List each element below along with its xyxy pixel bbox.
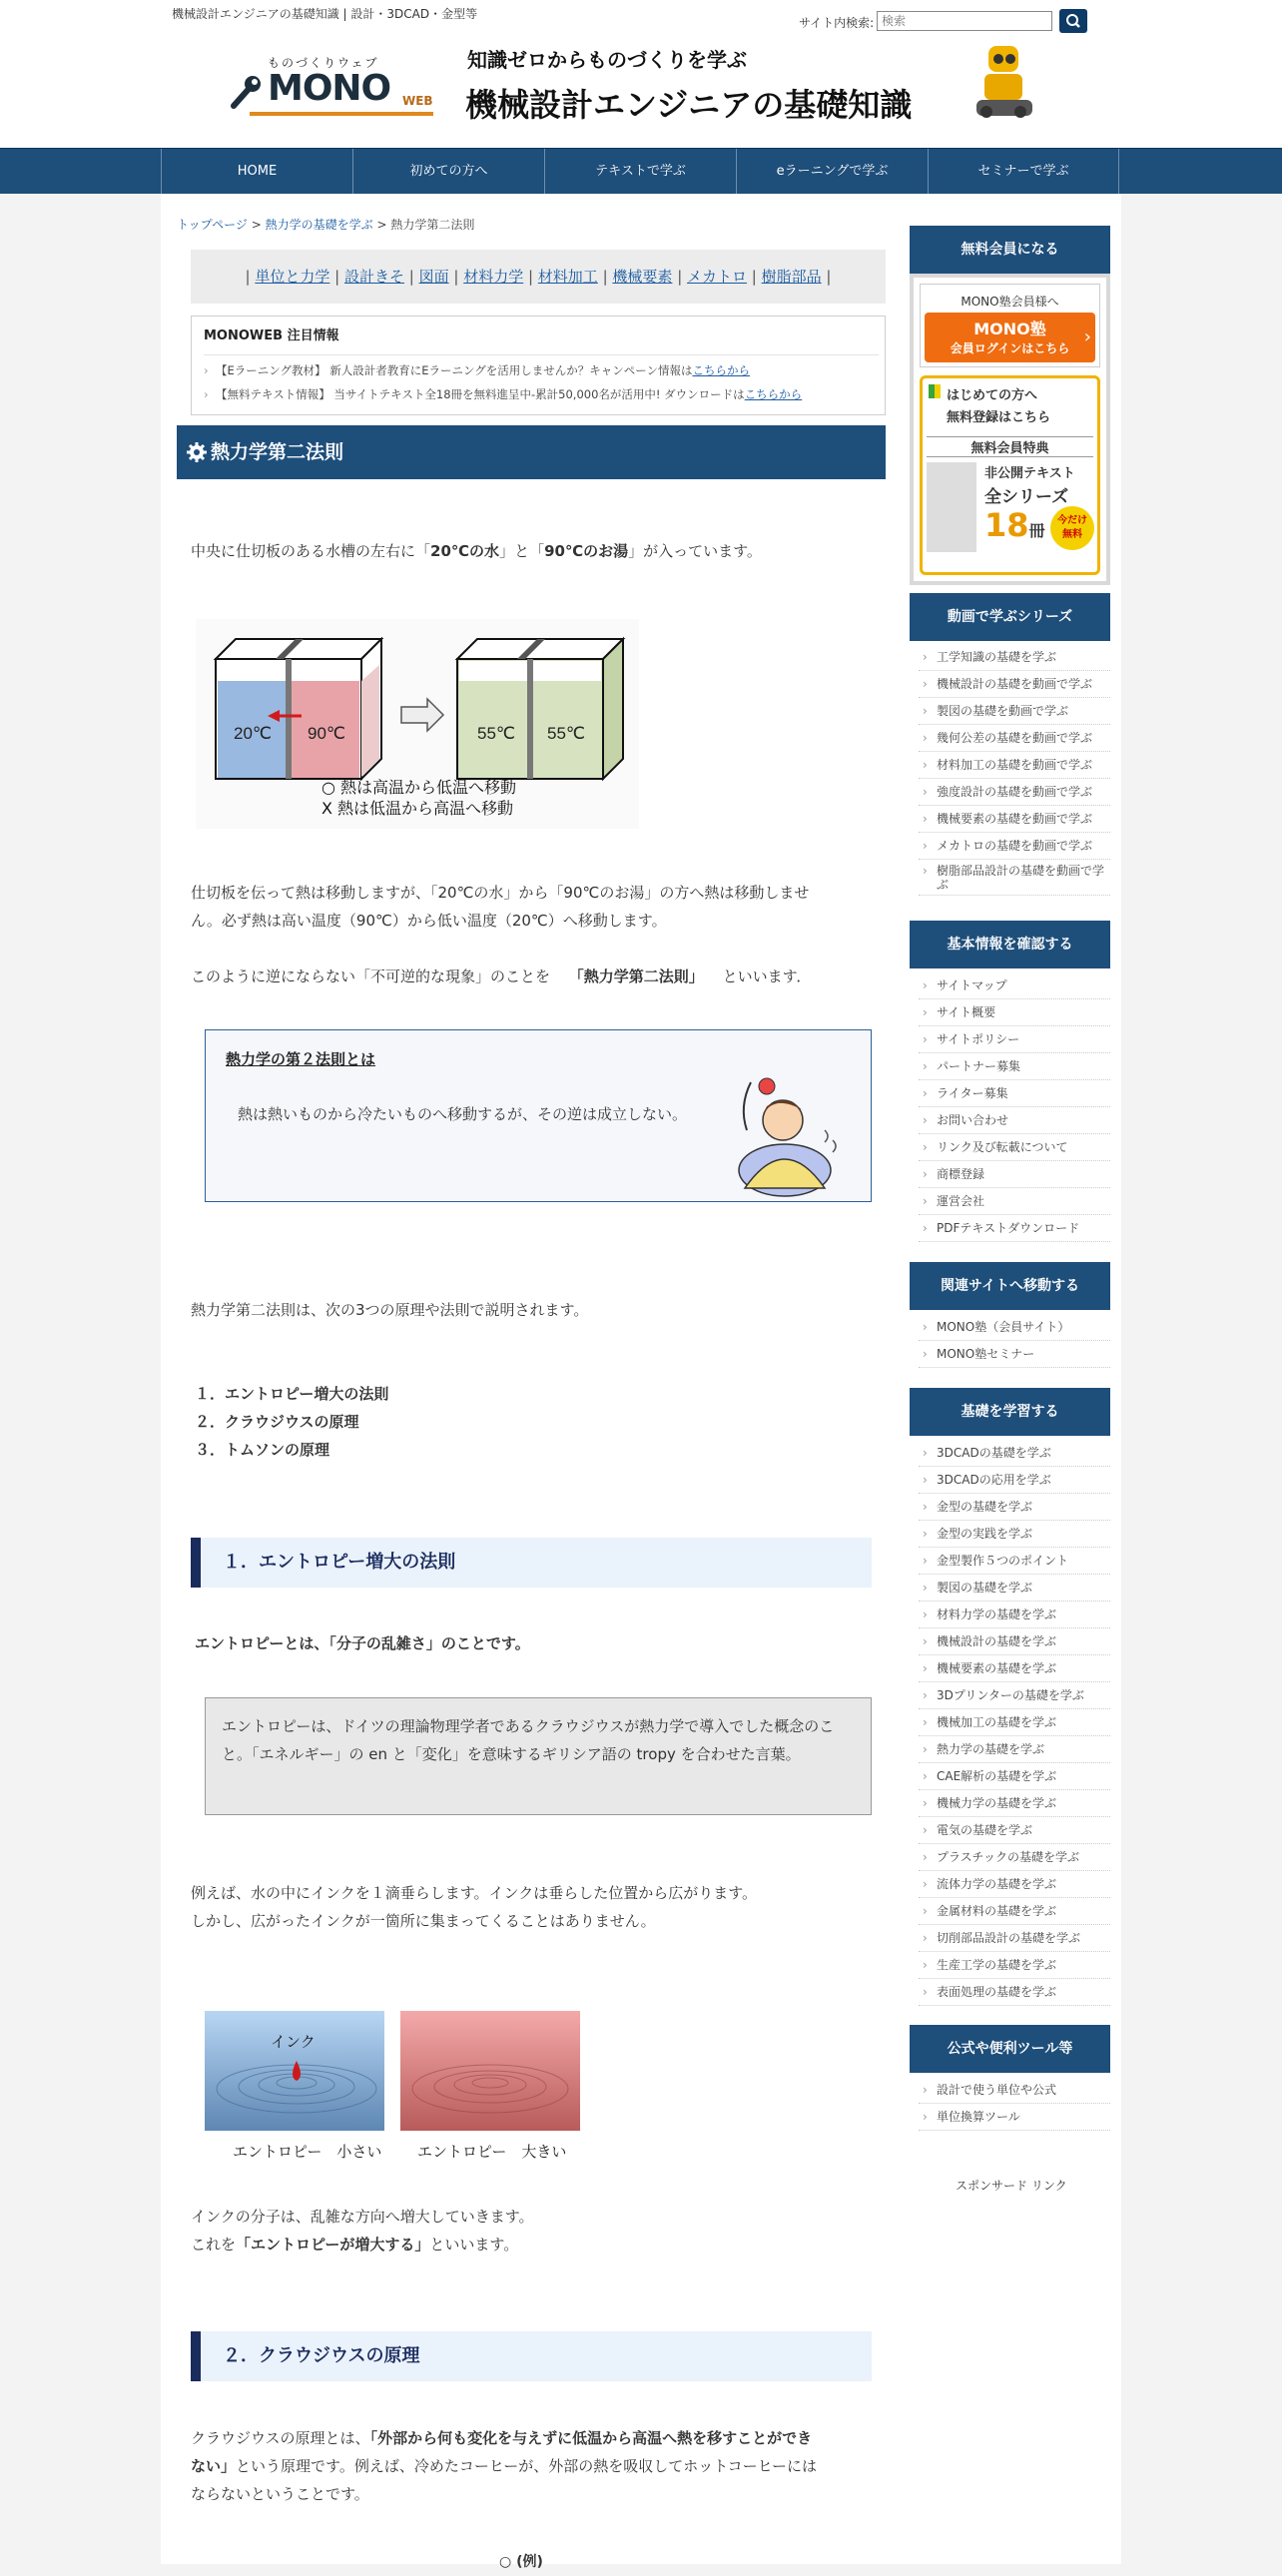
sidebar-link[interactable]: › プラスチックの基礎を学ぶ (919, 1844, 1110, 1871)
text-count-number: 18 (984, 506, 1029, 544)
notice-title: MONOWEB 注目情報 (204, 328, 339, 343)
sidebar-link[interactable]: › サイト概要 (919, 999, 1110, 1026)
sidebar-link[interactable]: › 機械要素の基礎を学ぶ (919, 1655, 1110, 1682)
sidebar-link[interactable]: › サイトマップ (919, 972, 1110, 999)
temp-label: 55℃ (477, 724, 516, 743)
sidebar-link[interactable]: › 3Dプリンターの基礎を学ぶ (919, 1682, 1110, 1709)
badge-text: 今だけ (1057, 515, 1087, 526)
section-heading: ２．クラウジウスの原理 (191, 2331, 872, 2381)
text: ん。必ず熱は高い温度（90℃）から低い温度（20℃）へ移動します。 (191, 912, 667, 930)
text: 仕切板を伝って熱は移動しますが、「20℃の水」から「90℃のお湯」の方へ熱は移動しませ (191, 884, 810, 902)
site-tagline: 機械設計エンジニアの基礎知識 | 設計・3DCAD・金型等 (172, 7, 478, 21)
logo-mono: MONO (268, 68, 391, 109)
ink-label: インク (271, 2033, 316, 2051)
caption-large-entropy: エントロピー 大きい (417, 2143, 567, 2161)
entropy-definition-box: エントロピーは、ドイツの理論物理学者であるクラウジウスが熱力学で導入でした概念のこと。「エネルギー」の en と「変化」を意味するギリシア語の tropy を合わせた言葉。 (205, 1697, 872, 1815)
wrench-icon (226, 72, 264, 112)
search-button[interactable] (1059, 9, 1087, 33)
caption-small-entropy: エントロピー 小さい (233, 2143, 382, 2161)
definition-text: 熱は熱いものから冷たいものへ移動するが、その逆は成立しない。 (238, 1105, 688, 1123)
article-title-text: 熱力学第二法則 (211, 441, 344, 463)
search-input[interactable] (877, 11, 1052, 31)
basic-heading: 基本情報を確認する (910, 921, 1110, 968)
cat-link[interactable]: 材料力学 (463, 268, 524, 286)
list-item: ３．トムソンの原理 (195, 1441, 330, 1459)
perk-label: 無料会員特典 (927, 436, 1093, 457)
text: クラウジウスの原理とは、 (191, 2429, 370, 2447)
robot-mascot-icon (968, 42, 1038, 122)
sidebar-link[interactable]: › リンク及び転載について (919, 1134, 1110, 1161)
free-badge (1050, 506, 1094, 550)
sidebar-link[interactable]: › 強度設計の基礎を動画で学ぶ (919, 779, 1110, 806)
cat-link[interactable]: 図面 (418, 268, 449, 286)
tools-heading: 公式や便利ツール等 (910, 2025, 1110, 2073)
text-count-unit: 冊 (1028, 521, 1045, 540)
sidebar-link[interactable]: › 金型の実践を学ぶ (919, 1521, 1110, 1548)
sponsor-label: スポンサード リンク (956, 2179, 1067, 2193)
breadcrumb-parent[interactable]: 熱力学の基礎を学ぶ (265, 218, 373, 232)
text: 」が入っています。 (628, 542, 762, 560)
text: という原理です。例えば、冷めたコーヒーが、外部の熱を吸収してホットコーヒーには (236, 2457, 818, 2475)
nav-elearning[interactable]: eラーニングで学ぶ (736, 149, 928, 195)
sidebar-link[interactable]: › 熱力学の基礎を学ぶ (919, 1736, 1110, 1763)
learn-heading: 基礎を学習する (910, 1388, 1110, 1436)
notice-text: 【無料テキスト情報】 当サイトテキスト全18冊を無料進呈中-累計50,000名が活用中! ダウンロードは (216, 387, 745, 401)
sidebar-link[interactable]: › 材料力学の基礎を学ぶ (919, 1602, 1110, 1628)
logo-underline (250, 112, 433, 116)
header-subtitle: 知識ゼロからものづくりを学ぶ (467, 48, 747, 72)
sidebar-link[interactable]: › 機械要素の基礎を動画で学ぶ (919, 806, 1110, 833)
beginner-mark-icon (929, 384, 941, 398)
definition-box (205, 1029, 872, 1202)
cat-link[interactable]: メカトロ (687, 268, 748, 286)
sidebar-link[interactable]: › 機械設計の基礎を学ぶ (919, 1628, 1110, 1655)
notice-box (191, 316, 886, 415)
heat-transfer-figure (196, 619, 639, 829)
sidebar-link[interactable]: › 生産工学の基礎を学ぶ (919, 1952, 1110, 1979)
sidebar-link[interactable]: › 商標登録 (919, 1161, 1110, 1188)
breadcrumb-current: 熱力学第二法則 (390, 218, 475, 232)
member-login-text: 会員ログインはこちら (950, 341, 1070, 355)
principle-list (195, 1380, 388, 1464)
cat-link[interactable]: 単位と力学 (255, 268, 330, 286)
text-series-label-2: 全シリーズ (984, 487, 1069, 507)
notice-link[interactable]: こちらから (744, 387, 803, 401)
sidebar-link[interactable]: › 機械設計の基礎を動画で学ぶ (919, 671, 1110, 698)
text: しかし、広がったインクが一箇所に集まってくることはありません。 (191, 1912, 656, 1930)
member-logo: MONO塾 (973, 320, 1046, 338)
sidebar-link[interactable]: › CAE解析の基礎を学ぶ (919, 1763, 1110, 1790)
text: インクの分子は、乱雑な方向へ増大していきます。 (191, 2208, 534, 2226)
sidebar-link[interactable]: › 電気の基礎を学ぶ (919, 1817, 1110, 1844)
text-bold: ない」 (191, 2457, 237, 2475)
text-bold: 90℃のお湯 (544, 542, 629, 560)
temp-label: 90℃ (308, 724, 346, 743)
sweating-person-illustration (715, 1070, 855, 1198)
logo-web: WEB (402, 94, 433, 108)
related-heading: 関連サイトへ移動する (910, 1262, 1110, 1310)
cat-link[interactable]: 設計きそ (343, 268, 404, 286)
category-links: | 単位と力学 | 設計きそ | 図面 | 材料力学 | 材料加工 | 機械要素 | メカトロ | 樹脂部品 | (191, 250, 886, 304)
text-bold: 「外部から何も変化を与えずに低温から高温へ熱を移すことができ (369, 2429, 813, 2447)
text: 中央に仕切板のある水槽の左右に「 (191, 542, 431, 560)
nav-first-time[interactable]: 初めての方へ (352, 149, 544, 195)
paragraph: 熱力学第二法則は、次の3つの原理や法則で説明されます。 (191, 1301, 589, 1319)
cat-link[interactable]: 機械要素 (612, 268, 673, 286)
member-login-card[interactable] (920, 284, 1100, 367)
notice-item (204, 379, 879, 409)
sidebar-link[interactable]: › 流体力学の基礎を学ぶ (919, 1871, 1110, 1898)
sidebar-link[interactable]: › 金型の基礎を学ぶ (919, 1494, 1110, 1521)
paragraph (191, 2203, 534, 2258)
notice-text: 【Eラーニング教材】 新人設計者教育にEラーニングを活用しませんか？キャンペーン情報は (216, 363, 693, 377)
sidebar-link[interactable]: › ライター募集 (919, 1080, 1110, 1107)
video-heading: 動画で学ぶシリーズ (910, 593, 1110, 641)
temp-label: 20℃ (234, 724, 273, 743)
sidebar-link[interactable]: › 単位換算ツール (919, 2104, 1110, 2131)
chevron-right-icon: › (1083, 326, 1091, 347)
sidebar-link[interactable]: › 製図の基礎を動画で学ぶ (919, 698, 1110, 725)
text: ならないということです。 (191, 2485, 369, 2503)
rule-correct: ○ 熱は高温から低温へ移動 (321, 778, 517, 797)
tank-diagram (196, 619, 639, 829)
first-time-label: はじめての方へ (947, 388, 1038, 403)
cat-link[interactable]: 樹脂部品 (761, 268, 822, 286)
sidebar-link[interactable]: › 機械加工の基礎を学ぶ (919, 1709, 1110, 1736)
entropy-lead: エントロピーとは、「分子の乱雑さ」のことです。 (195, 1634, 530, 1652)
text-thumbnail (927, 462, 976, 552)
text-bold: 20℃の水 (430, 542, 500, 560)
text: といいます。 (429, 2236, 519, 2254)
text-count (984, 506, 1045, 544)
sidebar-link[interactable]: › 樹脂部品設計の基礎を動画で学ぶ (919, 860, 1110, 896)
member-label: MONO塾会員様へ (961, 295, 1059, 309)
next-figure-title: ○ (例) (499, 2554, 543, 2570)
sidebar-link[interactable]: › サイトポリシー (919, 1026, 1110, 1053)
main-nav (0, 148, 1282, 194)
sidebar-link[interactable]: › 機械力学の基礎を学ぶ (919, 1790, 1110, 1817)
nav-text[interactable]: テキストで学ぶ (544, 149, 736, 195)
paragraph (191, 963, 811, 990)
nav-home[interactable]: HOME (161, 149, 352, 195)
sidebar-link[interactable]: › 表面処理の基礎を学ぶ (919, 1979, 1110, 2006)
sidebar-link[interactable]: › MONO塾セミナー (919, 1341, 1110, 1368)
breadcrumb-home[interactable]: トップページ (177, 218, 248, 232)
temp-label: 55℃ (547, 724, 586, 743)
sidebar-link[interactable]: › 3DCADの応用を学ぶ (919, 1467, 1110, 1494)
free-register-card[interactable] (920, 375, 1100, 575)
header-title: 機械設計エンジニアの基礎知識 (465, 86, 913, 124)
member-heading: 無料会員になる (910, 226, 1110, 274)
text: これを (191, 2236, 237, 2254)
list-item: １．エントロピー増大の法則 (195, 1385, 389, 1403)
nav-seminar[interactable]: セミナーで学ぶ (928, 149, 1119, 195)
badge-text: 無料 (1062, 529, 1082, 540)
cat-link[interactable]: 材料加工 (537, 268, 598, 286)
rule-incorrect: X 熱は低温から高温へ移動 (321, 799, 514, 818)
ink-spread-image (400, 2011, 580, 2131)
gear-icon (187, 442, 207, 462)
sidebar-link[interactable]: › PDFテキストダウンロード (919, 1215, 1110, 1242)
search-label: サイト内検索: (799, 16, 875, 30)
member-login-button[interactable] (925, 313, 1095, 362)
breadcrumb (177, 216, 474, 233)
notice-link[interactable]: こちらから (692, 363, 750, 377)
text: 例えば、水の中にインクを１滴垂らします。インクは垂らした位置から広がります。 (191, 1884, 758, 1902)
paragraph (191, 879, 880, 935)
definition-title: 熱力学の第２法則とは (226, 1050, 376, 1068)
paragraph (191, 1879, 757, 1935)
sidebar-link[interactable]: › 設計で使う単位や公式 (919, 2077, 1110, 2104)
breadcrumb-sep: > (376, 218, 391, 232)
logo-tagline: ものづくりウェブ (268, 56, 379, 70)
register-label: 無料登録はこちら (947, 410, 1051, 425)
paragraph (191, 2424, 880, 2508)
member-panel (910, 274, 1110, 585)
search-icon (1059, 9, 1087, 33)
text: といいます． (722, 967, 812, 985)
text: 」と「 (499, 542, 545, 560)
site-header (0, 0, 1282, 148)
section-heading: １．エントロピー増大の法則 (191, 1538, 872, 1588)
sidebar-link[interactable]: › 工学知識の基礎を学ぶ (919, 644, 1110, 671)
sidebar-link[interactable]: › メカトロの基礎を動画で学ぶ (919, 833, 1110, 860)
text: このように逆にならない「不可逆的な現象」のことを (191, 967, 551, 985)
sidebar-link[interactable]: › 3DCADの基礎を学ぶ (919, 1440, 1110, 1467)
sidebar-link[interactable]: › 運営会社 (919, 1188, 1110, 1215)
sidebar-link[interactable]: › 幾何公差の基礎を動画で学ぶ (919, 725, 1110, 752)
sidebar-link[interactable]: › お問い合わせ (919, 1107, 1110, 1134)
sidebar-link[interactable]: › パートナー募集 (919, 1053, 1110, 1080)
sidebar-link[interactable]: › 切削部品設計の基礎を学ぶ (919, 1925, 1110, 1952)
sidebar-link[interactable]: › 製図の基礎を学ぶ (919, 1575, 1110, 1602)
sidebar-link[interactable]: › 材料加工の基礎を動画で学ぶ (919, 752, 1110, 779)
article-title (177, 425, 886, 479)
text-bold: 「熱力学第二法則」 (568, 967, 704, 985)
ink-drop-image (205, 2011, 384, 2131)
breadcrumb-sep: > (251, 218, 266, 232)
sidebar-link[interactable]: › 金属材料の基礎を学ぶ (919, 1898, 1110, 1925)
sidebar-link[interactable]: › MONO塾（会員サイト） (919, 1314, 1110, 1341)
intro-paragraph (191, 537, 762, 565)
text-bold: 「エントロピーが増大する」 (236, 2236, 430, 2254)
list-item: ２．クラウジウスの原理 (195, 1413, 359, 1431)
text-series-label: 非公開テキスト (984, 466, 1075, 481)
sidebar-link[interactable]: › 金型製作５つのポイント (919, 1548, 1110, 1575)
